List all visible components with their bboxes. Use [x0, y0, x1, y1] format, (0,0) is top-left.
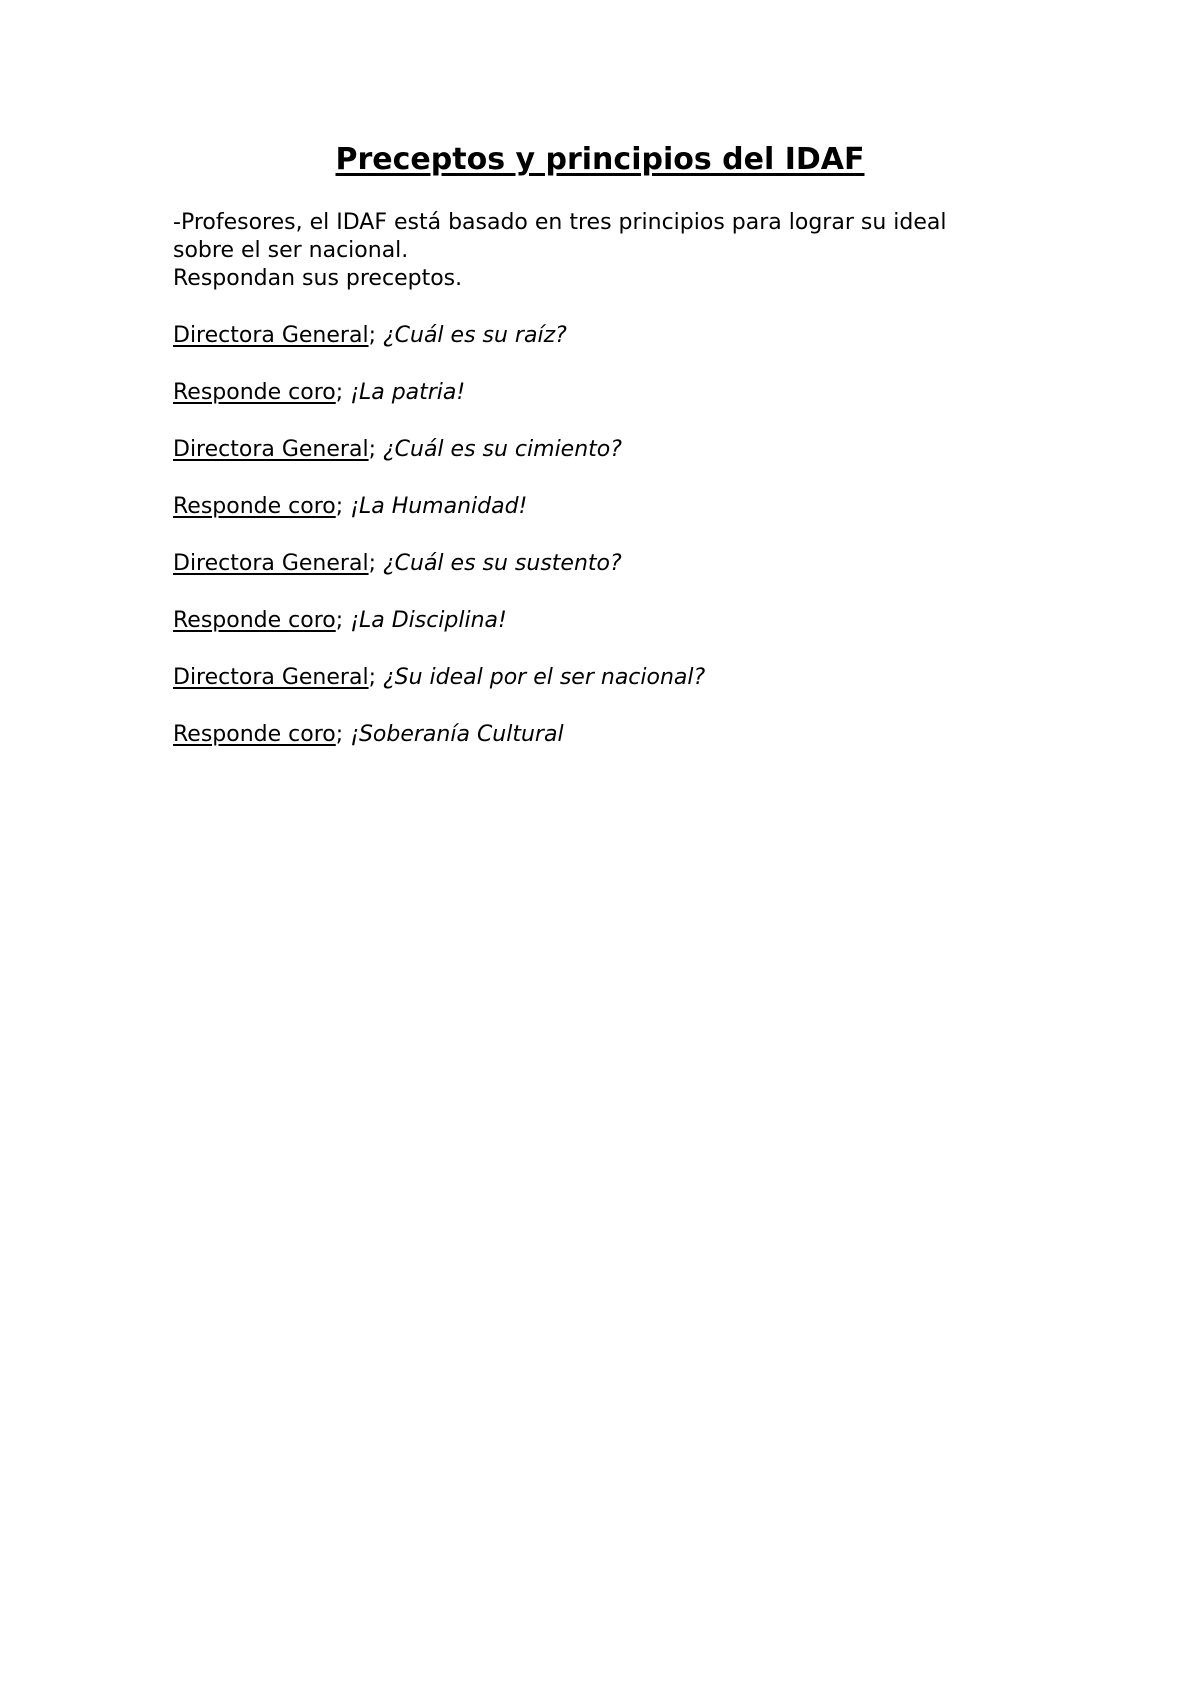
spoken-text: ¿Cuál es su raíz? [382, 323, 567, 348]
intro-line: -Profesores, el IDAF está basado en tres principios para lograr su ideal [173, 210, 947, 235]
intro-line: sobre el ser nacional. [173, 238, 409, 263]
speaker-label: Directora General [173, 551, 369, 576]
intro-line: Respondan sus preceptos. [173, 266, 463, 291]
speaker-label: Responde coro [173, 608, 336, 633]
speaker-label: Directora General [173, 437, 369, 462]
speaker-label: Directora General [173, 323, 369, 348]
separator: ; [335, 494, 351, 519]
page-title: Preceptos y principios del IDAF [335, 142, 865, 177]
separator: ; [368, 323, 383, 348]
separator: ; [335, 722, 351, 747]
dialogue-line [173, 607, 1053, 635]
speaker-label: Responde coro [173, 380, 336, 405]
separator: ; [335, 608, 351, 633]
dialogue-line [173, 550, 1053, 578]
dialogue-list [173, 322, 1053, 778]
dialogue-line [173, 322, 1053, 350]
spoken-text: ¿Cuál es su sustento? [382, 551, 622, 576]
dialogue-line [173, 664, 1053, 692]
speaker-label: Responde coro [173, 494, 336, 519]
spoken-text: ¡Soberanía Cultural [350, 722, 564, 747]
spoken-text: ¡La Disciplina! [350, 608, 507, 633]
spoken-text: ¿Su ideal por el ser nacional? [382, 665, 706, 690]
speaker-label: Responde coro [173, 722, 336, 747]
spoken-text: ¡La Humanidad! [350, 494, 528, 519]
separator: ; [368, 437, 383, 462]
dialogue-line [173, 379, 1053, 407]
separator: ; [368, 665, 383, 690]
separator: ; [335, 380, 351, 405]
spoken-text: ¿Cuál es su cimiento? [382, 437, 622, 462]
speaker-label: Directora General [173, 665, 369, 690]
spoken-text: ¡La patria! [350, 380, 466, 405]
dialogue-line [173, 721, 1053, 749]
separator: ; [368, 551, 383, 576]
dialogue-line [173, 436, 1053, 464]
intro-paragraph [173, 209, 1053, 293]
dialogue-line [173, 493, 1053, 521]
